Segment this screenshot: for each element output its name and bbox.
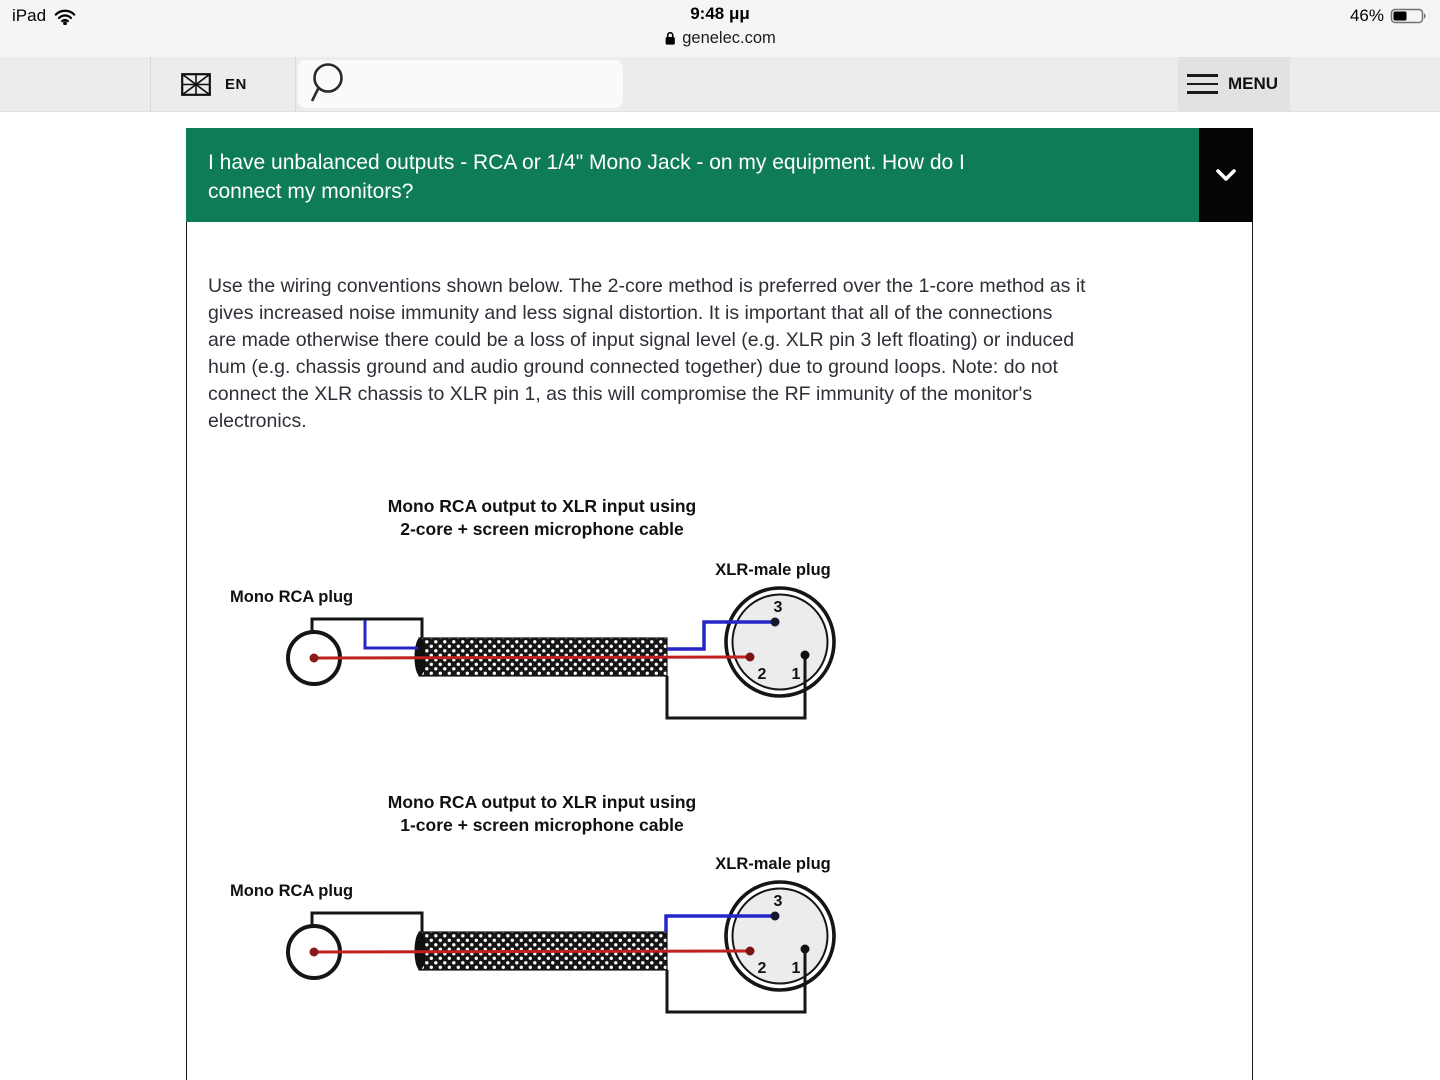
battery-percent: 46%	[1349, 6, 1384, 25]
xlr-pin1	[801, 945, 810, 954]
status-right	[1350, 6, 1430, 26]
search-bar[interactable]	[298, 60, 623, 108]
diagram-title-line: Mono RCA output to XLR input using	[387, 792, 697, 812]
wifi-icon	[54, 8, 76, 25]
uk-flag-icon	[181, 73, 211, 96]
hamburger-icon	[1187, 74, 1218, 94]
address-bar[interactable]	[664, 29, 776, 48]
device-label: iPad	[12, 6, 47, 25]
xlr-pin3	[771, 618, 780, 627]
paragraph-line: gives increased noise immunity and less signal distortion. It is important that all of the connections	[208, 302, 1053, 324]
nav-divider	[295, 57, 296, 111]
diagram-title-line: 1-core + screen microphone cable	[400, 815, 684, 835]
paragraph-line: Use the wiring conventions shown below. The 2-core method is preferred over the 1-core method as it	[208, 275, 1086, 297]
diagram-title-1core	[222, 791, 862, 837]
xlr-pin2	[746, 653, 755, 662]
menu-label: MENU	[1228, 74, 1279, 93]
rca-center-pin	[310, 948, 319, 957]
search-icon	[308, 61, 350, 107]
wiring-diagram-2core	[222, 545, 862, 755]
menu-button[interactable]	[1178, 57, 1290, 111]
pin1-label: 1	[791, 960, 801, 977]
cold-wire-blue-rca-end	[365, 620, 418, 648]
signal-wire-red	[314, 657, 750, 658]
pin2-label: 2	[757, 666, 767, 683]
paragraph-line: connect the XLR chassis to XLR pin 1, as this will compromise the RF immunity of the monitor's	[208, 383, 1033, 405]
xlr-plug-label: XLR-male plug	[715, 561, 831, 579]
wiring-diagram-1core	[222, 839, 862, 1049]
faq-question-line: I have unbalanced outputs - RCA or 1/4" Mono Jack - on my equipment. How do I	[208, 151, 965, 174]
rca-plug-label: Mono RCA plug	[230, 882, 354, 900]
site-navbar	[0, 57, 1440, 112]
faq-question-header[interactable]	[186, 128, 1253, 222]
paragraph-line: hum (e.g. chassis ground and audio ground connected together) due to ground loops. Note: do not	[208, 356, 1058, 378]
diagram-title-2core	[222, 495, 862, 541]
site-url: genelec.com	[682, 29, 776, 47]
pin1-label: 1	[791, 666, 801, 683]
pin2-label: 2	[757, 960, 767, 977]
pin3-label: 3	[773, 599, 783, 616]
chevron-down-icon	[1211, 161, 1241, 189]
paragraph-line: electronics.	[208, 410, 307, 432]
language-switcher[interactable]	[150, 57, 295, 111]
diagram-title-line: 2-core + screen microphone cable	[400, 519, 684, 539]
pin3-label: 3	[773, 893, 783, 910]
battery-icon	[1390, 6, 1430, 26]
xlr-plug-label: XLR-male plug	[715, 855, 831, 873]
clock: 9:48 μμ	[690, 4, 750, 23]
faq-card	[186, 128, 1253, 1080]
collapse-button[interactable]	[1199, 128, 1253, 222]
rca-plug-label: Mono RCA plug	[230, 588, 354, 606]
faq-answer-body	[186, 222, 1253, 1080]
xlr-pin3	[771, 912, 780, 921]
faq-question-line: connect my monitors?	[208, 179, 414, 203]
status-left	[12, 6, 76, 26]
paragraph-line: are made otherwise there could be a loss of input signal level (e.g. XLR pin 3 left floating) or induced	[208, 329, 1075, 351]
xlr-pin1	[801, 651, 810, 660]
xlr-pin2	[746, 947, 755, 956]
answer-paragraph	[208, 273, 1252, 435]
rca-center-pin	[310, 654, 319, 663]
signal-wire-red	[314, 951, 750, 952]
lock-icon	[664, 31, 676, 46]
language-code: EN	[225, 75, 247, 93]
status-bar	[0, 0, 1440, 57]
diagram-title-line: Mono RCA output to XLR input using	[387, 496, 697, 516]
